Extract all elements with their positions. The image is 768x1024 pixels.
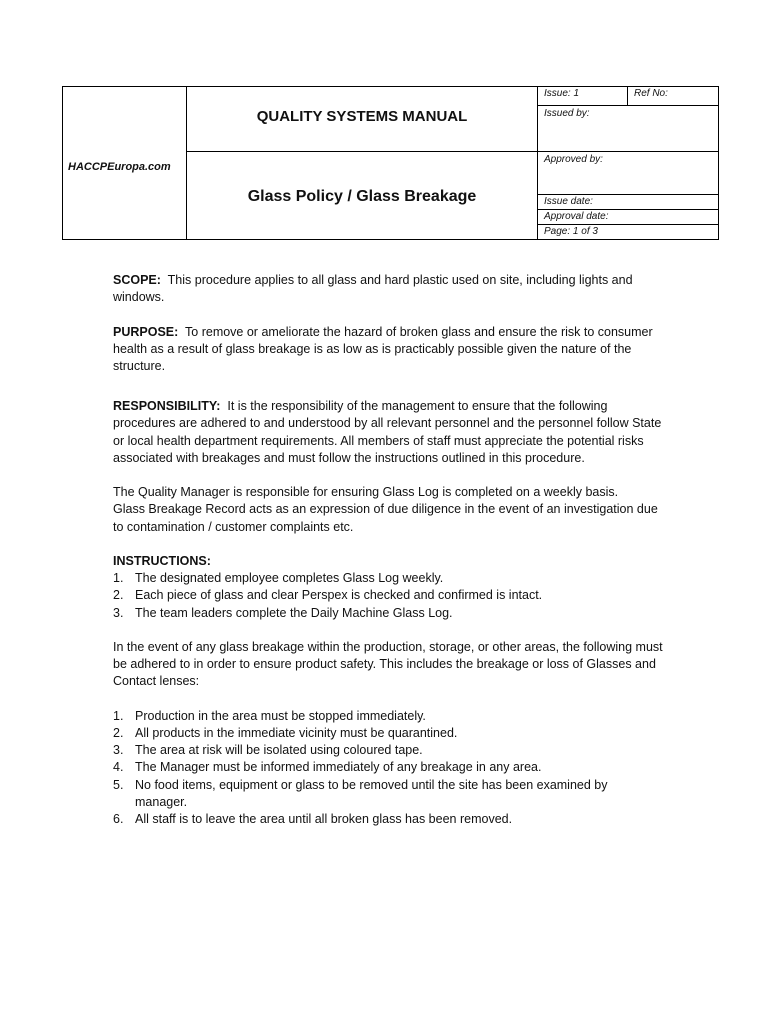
record-paragraph: Glass Breakage Record acts as an expression of due diligence in the event of an investigation due to contamination / customer complaints etc. xyxy=(113,502,658,534)
list-text: Production in the area must be stopped immediately. xyxy=(135,708,426,723)
list-number: 2. xyxy=(113,588,124,603)
issued-by-field: Issued by: xyxy=(538,106,718,152)
list-item xyxy=(113,777,663,811)
list-text: No food items, equipment or glass to be removed until the site has been examined by manager. xyxy=(135,777,608,809)
breakage-steps-list xyxy=(113,708,663,828)
list-number: 3. xyxy=(113,605,124,620)
list-item xyxy=(113,587,663,604)
list-item xyxy=(113,759,663,776)
list-number: 1. xyxy=(113,708,124,723)
purpose-text: To remove or ameliorate the hazard of broken glass and ensure the risk to consumer health as a result of glass breakage is as low as is practicably possible given the nature of the structure. xyxy=(113,324,653,373)
org-name: HACCPEuropa.com xyxy=(68,161,171,173)
responsibility-label: RESPONSIBILITY: xyxy=(113,399,221,414)
doc-title-cell xyxy=(187,152,538,239)
doc-title: Glass Policy / Glass Breakage xyxy=(247,188,477,205)
list-number: 1. xyxy=(113,571,124,586)
list-number: 3. xyxy=(113,743,124,758)
approved-by-field: Approved by: xyxy=(538,152,718,195)
purpose-paragraph xyxy=(113,324,663,376)
list-text: All staff is to leave the area until all broken glass has been removed. xyxy=(135,812,513,827)
list-item xyxy=(113,742,663,759)
list-text: The designated employee completes Glass Log weekly. xyxy=(135,571,444,586)
quality-manager-paragraph: The Quality Manager is responsible for ensuring Glass Log is completed on a weekly basis. xyxy=(113,485,619,500)
list-text: The area at risk will be isolated using coloured tape. xyxy=(135,743,423,758)
breakage-intro-paragraph: In the event of any glass breakage within the production, storage, or other areas, the following must be adhered to in order to ensure product safety. This includes the breakage or loss of Glasses and Contact lenses: xyxy=(113,640,663,689)
list-number: 2. xyxy=(113,726,124,740)
header-table xyxy=(62,86,719,240)
list-item xyxy=(113,605,663,622)
list-item xyxy=(113,725,663,742)
list-item xyxy=(113,708,663,725)
list-text: The team leaders complete the Daily Machine Glass Log. xyxy=(135,605,453,620)
approval-date-field: Approval date: xyxy=(538,210,718,225)
list-item xyxy=(113,811,663,828)
scope-text: This procedure applies to all glass and hard plastic used on site, including lights and windows. xyxy=(113,273,633,305)
manual-title: QUALITY SYSTEMS MANUAL xyxy=(256,108,468,125)
issue-field: Issue: 1 xyxy=(538,87,628,106)
purpose-label: PURPOSE: xyxy=(113,324,179,339)
org-cell xyxy=(63,87,187,239)
page-number-field: Page: 1 of 3 xyxy=(544,226,598,237)
list-item xyxy=(113,570,663,587)
instructions-list xyxy=(113,570,663,622)
scope-paragraph xyxy=(113,272,663,306)
document-body xyxy=(113,272,663,828)
list-text: The Manager must be informed immediately of any breakage in any area. xyxy=(135,760,542,775)
ref-no-field: Ref No: xyxy=(628,87,718,106)
instructions-label: INSTRUCTIONS: xyxy=(113,554,211,568)
list-number: 5. xyxy=(113,777,124,792)
responsibility-text: It is the responsibility of the management to ensure that the following procedures are adhered to and understood by all relevant personnel and the personnel follow State or local health department requirements. All members of staff must appreciate the potential risks associated with breakages and must follow the instructions outlined in this procedure. xyxy=(113,399,662,465)
issue-date-field: Issue date: xyxy=(538,195,718,210)
list-text: Each piece of glass and clear Perspex is checked and confirmed is intact. xyxy=(135,588,543,603)
list-number: 4. xyxy=(113,760,124,775)
responsibility-paragraph xyxy=(113,398,663,467)
list-text: All products in the immediate vicinity must be quarantined. xyxy=(135,726,458,740)
list-number: 6. xyxy=(113,812,124,827)
manual-title-cell xyxy=(187,87,538,152)
scope-label: SCOPE: xyxy=(113,273,161,287)
